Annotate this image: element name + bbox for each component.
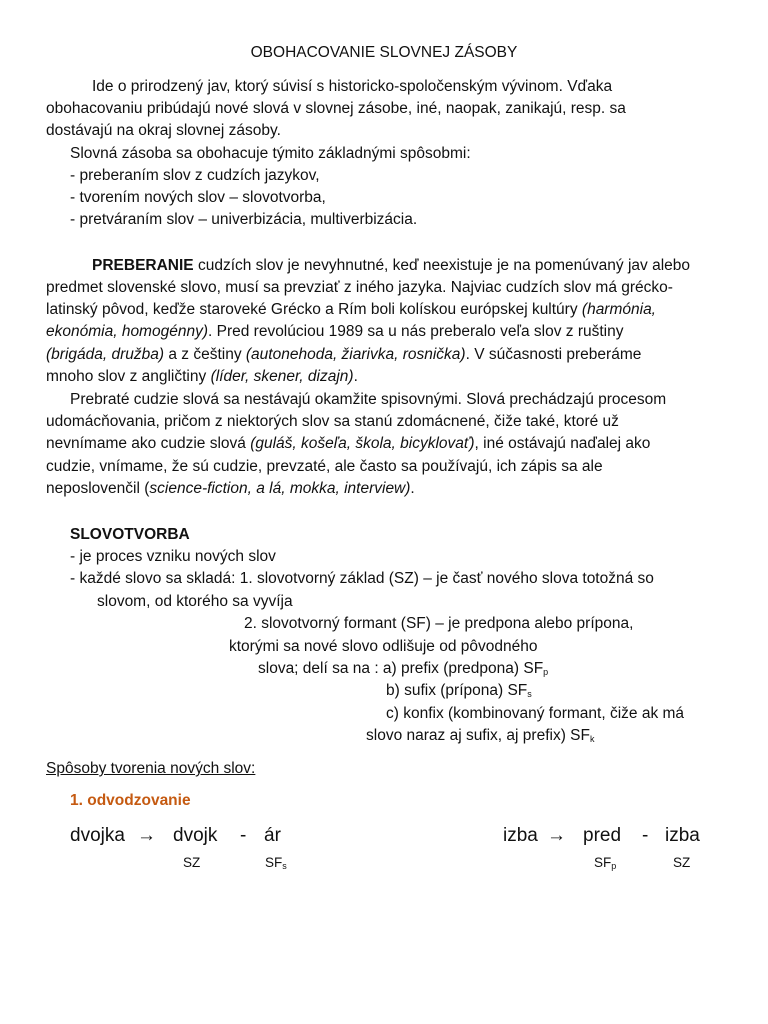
heading-text: SLOVOTVORBA <box>70 526 190 543</box>
example-1-dash: - <box>240 825 247 846</box>
intro-list-item: - preberaním slov z cudzích jazykov, <box>70 167 320 184</box>
example: (autonehoda, žiarivka, rosnička) <box>245 346 466 363</box>
formant-line-6 <box>366 725 594 750</box>
subscript: p <box>611 861 617 871</box>
preberanie-term: PREBERANIE <box>92 257 194 274</box>
preberanie-line-1 <box>92 255 690 277</box>
text: a z češtiny <box>164 346 246 363</box>
example-1-suffix-label <box>265 852 287 877</box>
arrow-icon: → <box>547 825 566 846</box>
example-2-prefix-label <box>594 852 616 877</box>
example-2-base: izba <box>665 825 700 846</box>
text: slova; delí sa na : a) prefix (predpona) SF <box>258 660 544 677</box>
subscript: k <box>589 734 595 744</box>
example-2-word: izba <box>503 825 538 846</box>
formant-line-4 <box>386 680 532 705</box>
formant-line-1: 2. slovotvorný formant (SF) – je predpona alebo prípona, <box>244 615 634 632</box>
text: neposlovenčil ( <box>46 480 150 497</box>
intro-line-3: dostávajú na okraj slovnej zásoby. <box>46 122 281 139</box>
example-2-base-label: SZ <box>673 855 691 870</box>
text: nevnímame ako cudzie slová <box>46 435 251 452</box>
preberanie-line-5 <box>46 344 641 366</box>
slovotvorba-bullet: - je proces vzniku nových slov <box>70 548 276 565</box>
formant-line-2: ktorými sa nové slovo odlišuje od pôvodného <box>229 638 538 655</box>
example-2-prefix: pred <box>583 825 622 846</box>
preberanie-line-4 <box>46 321 624 343</box>
text: b) sufix (prípona) SF <box>386 682 528 699</box>
example: (harmónia, <box>581 301 656 318</box>
subscript: s <box>282 861 287 871</box>
text: mnoho slov z angličtiny <box>46 368 211 385</box>
example: (líder, skener, dizajn) <box>210 368 354 385</box>
intro-line-1: Ide o prirodzený jav, ktorý súvisí s historicko-spoločenským vývinom. Vďaka <box>92 78 613 95</box>
preberanie-line-10: cudzie, vnímame, že sú cudzie, prevzaté, ale často sa používajú, ich zápis sa ale <box>46 458 603 475</box>
text: SF <box>594 855 612 870</box>
text: . <box>410 480 415 497</box>
text: . Pred revolúciou 1989 sa u nás preberalo veľa slov z ruštiny <box>208 323 624 340</box>
example: (brigáda, družba) <box>46 346 165 363</box>
example: science-fiction, a lá, mokka, interview) <box>149 480 411 497</box>
preberanie-line-2: predmet slovenské slovo, musí sa prevziať z iného jazyka. Najviac cudzích slov má grécko- <box>46 279 673 296</box>
preberanie-line-8: udomácňovania, pričom z niektorých slov sa stanú zdomácnené, čiže také, ktoré už <box>46 413 619 430</box>
slovotvorba-bullet-cont: slovom, od ktorého sa vyvíja <box>97 593 293 610</box>
preberanie-line-9 <box>46 433 650 455</box>
preberanie-line-3 <box>46 299 656 321</box>
slovotvorba-heading <box>70 524 190 546</box>
text: slovo naraz aj sufix, aj prefix) SF <box>366 727 590 744</box>
slovotvorba-bullet: - každé slovo sa skladá: 1. slovotvorný základ (SZ) – je časť nového slova totožná so <box>70 570 654 587</box>
preberanie-line-7: Prebraté cudzie slová sa nestávajú okamžite spisovnými. Slová prechádzajú procesom <box>70 391 667 408</box>
arrow-icon: → <box>137 825 156 846</box>
method-odvodzovanie: 1. odvodzovanie <box>70 792 191 809</box>
intro-list-item: - tvorením nových slov – slovotvorba, <box>70 189 326 206</box>
example-2-dash: - <box>642 825 649 846</box>
preberanie-line-6 <box>46 366 358 388</box>
heading-text: Spôsoby tvorenia nových slov: <box>46 760 256 777</box>
text: cudzích slov je nevyhnutné, keď neexistuje je na pomenúvaný jav alebo <box>193 257 691 274</box>
intro-list-item: - pretváraním slov – univerbizácia, multiverbizácia. <box>70 211 418 228</box>
example-1-suffix: ár <box>264 825 281 846</box>
text: SF <box>265 855 283 870</box>
example-1-word: dvojka <box>70 825 125 846</box>
intro-methods: Slovná zásoba sa obohacuje týmito základnými spôsobmi: <box>70 145 471 162</box>
example-1-base-label: SZ <box>183 855 201 870</box>
example-1-base: dvojk <box>173 825 218 846</box>
example: (guláš, košeľa, škola, bicyklovať) <box>250 435 475 452</box>
example: ekonómia, homogénny) <box>46 323 208 340</box>
formant-line-5: c) konfix (kombinovaný formant, čiže ak má <box>386 705 685 722</box>
subscript: p <box>543 667 549 677</box>
text: . <box>353 368 358 385</box>
sposoby-heading <box>46 758 255 780</box>
subscript: s <box>527 689 532 699</box>
intro-line-2: obohacovaniu pribúdajú nové slová v slovnej zásobe, iné, naopak, zanikajú, resp. sa <box>46 100 626 117</box>
text: , iné ostávajú naďalej ako <box>474 435 651 452</box>
page-title: OBOHACOVANIE SLOVNEJ ZÁSOBY <box>250 44 518 61</box>
preberanie-line-11 <box>46 478 415 500</box>
text: . V súčasnosti preberáme <box>465 346 642 363</box>
text: latinský pôvod, keďže staroveké Grécko a Rím boli kolískou európskej kultúry <box>46 301 582 318</box>
